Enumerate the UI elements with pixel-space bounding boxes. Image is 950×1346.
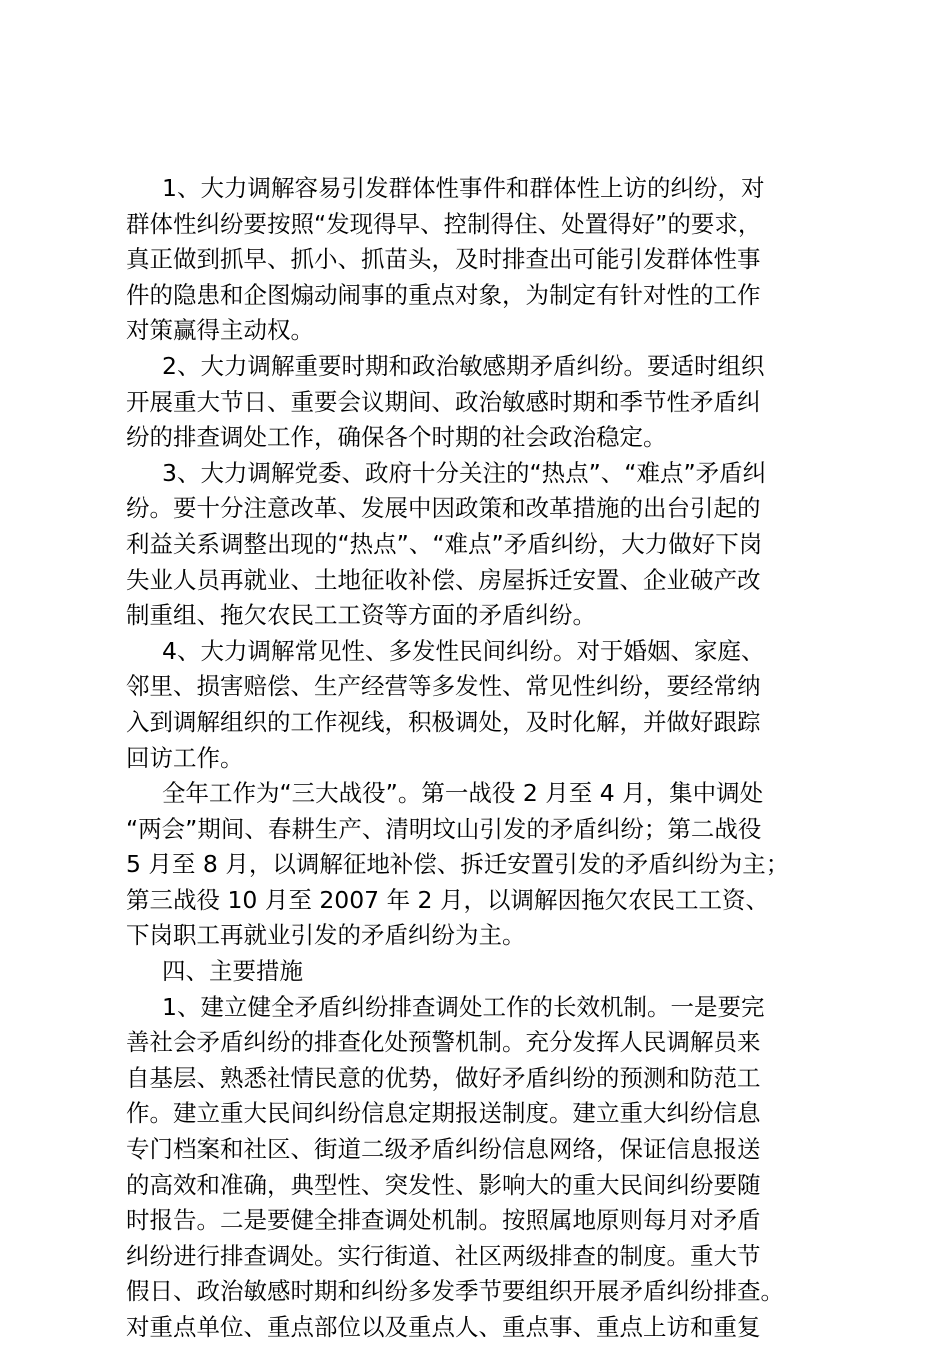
text-line: 纠纷进行排查调处。实行街道、社区两级排查的制度。重大节: [126, 1241, 761, 1270]
paragraph-2: [126, 349, 824, 456]
text-line: 1、大力调解容易引发群体性事件和群体性上访的纠纷，对: [162, 174, 765, 202]
text-line: 对策赢得主动权。: [126, 316, 314, 345]
text-line: 制重组、拖欠农民工工资等方面的矛盾纠纷。: [126, 601, 596, 630]
paragraph-1: [126, 171, 824, 349]
text-line: 下岗职工再就业引发的矛盾纠纷为主。: [126, 921, 526, 950]
text-line: 入到调解组织的工作视线，积极调处，及时化解，并做好跟踪: [126, 707, 761, 736]
text-line: 假日、政治敏感时期和纠纷多发季节要组织开展矛盾纠纷排查。: [126, 1277, 784, 1306]
text-line: 群体性纠纷要按照“发现得早、控制得住、处置得好”的要求，: [126, 209, 762, 238]
text-line: 失业人员再就业、土地征收补偿、房屋拆迁安置、企业破产改: [126, 565, 761, 594]
text-line: 利益关系调整出现的“热点”、“难点”矛盾纠纷，大力做好下岗: [126, 529, 763, 558]
paragraph-5: [126, 776, 824, 954]
text-line: 第三战役 10 月至 2007 年 2 月，以调解因拖欠农民工工资、: [126, 885, 769, 914]
text-line: 自基层、熟悉社情民意的优势，做好矛盾纠纷的预测和防范工: [126, 1063, 761, 1092]
text-line: 四、主要措施: [162, 957, 303, 986]
text-line: “两会”期间、春耕生产、清明坟山引发的矛盾纠纷；第二战役: [126, 814, 762, 843]
paragraph-4: [126, 634, 824, 776]
text-line: 2、大力调解重要时期和政治敏感期矛盾纠纷。要适时组织: [162, 351, 765, 380]
text-line: 回访工作。: [126, 743, 244, 772]
text-line: 真正做到抓早、抓小、抓苗头，及时排查出可能引发群体性事: [126, 245, 761, 274]
text-line: 4、大力调解常见性、多发性民间纠纷。对于婚姻、家庭、: [162, 636, 765, 665]
text-line: 件的隐患和企图煽动闹事的重点对象，为制定有针对性的工作: [126, 280, 761, 309]
paragraph-6: [126, 954, 824, 990]
text-line: 全年工作为“三大战役”。第一战役 2 月至 4 月，集中调处: [162, 779, 764, 808]
text-line: 纷。要十分注意改革、发展中因政策和改革措施的出台引起的: [126, 494, 761, 523]
text-line: 1、建立健全矛盾纠纷排查调处工作的长效机制。一是要完: [162, 992, 765, 1021]
text-line: 3、大力调解党委、政府十分关注的“热点”、“难点”矛盾纠: [162, 458, 767, 487]
paragraph-3: [126, 456, 824, 634]
text-line: 作。建立重大民间纠纷信息定期报送制度。建立重大纠纷信息: [126, 1099, 761, 1128]
text-line: 对重点单位、重点部位以及重点人、重点事、重点上访和重复: [126, 1313, 761, 1341]
text-line: 开展重大节日、重要会议期间、政治敏感时期和季节性矛盾纠: [126, 387, 761, 416]
text-line: 专门档案和社区、街道二级矛盾纠纷信息网络，保证信息报送: [126, 1135, 761, 1164]
text-line: 的高效和准确，典型性、突发性、影响大的重大民间纠纷要随: [126, 1170, 761, 1199]
text-line: 善社会矛盾纠纷的排查化处预警机制。充分发挥人民调解员来: [126, 1028, 761, 1057]
text-line: 邻里、损害赔偿、生产经营等多发性、常见性纠纷，要经常纳: [126, 672, 761, 701]
text-line: 5 月至 8 月，以调解征地补偿、拆迁安置引发的矛盾纠纷为主；: [126, 850, 790, 879]
text-line: 时报告。二是要健全排查调处机制。按照属地原则每月对矛盾: [126, 1206, 761, 1235]
paragraph-7: [126, 990, 824, 1346]
text-line: 纷的排查调处工作，确保各个时期的社会政治稳定。: [126, 423, 667, 452]
document-page: [126, 171, 824, 1346]
